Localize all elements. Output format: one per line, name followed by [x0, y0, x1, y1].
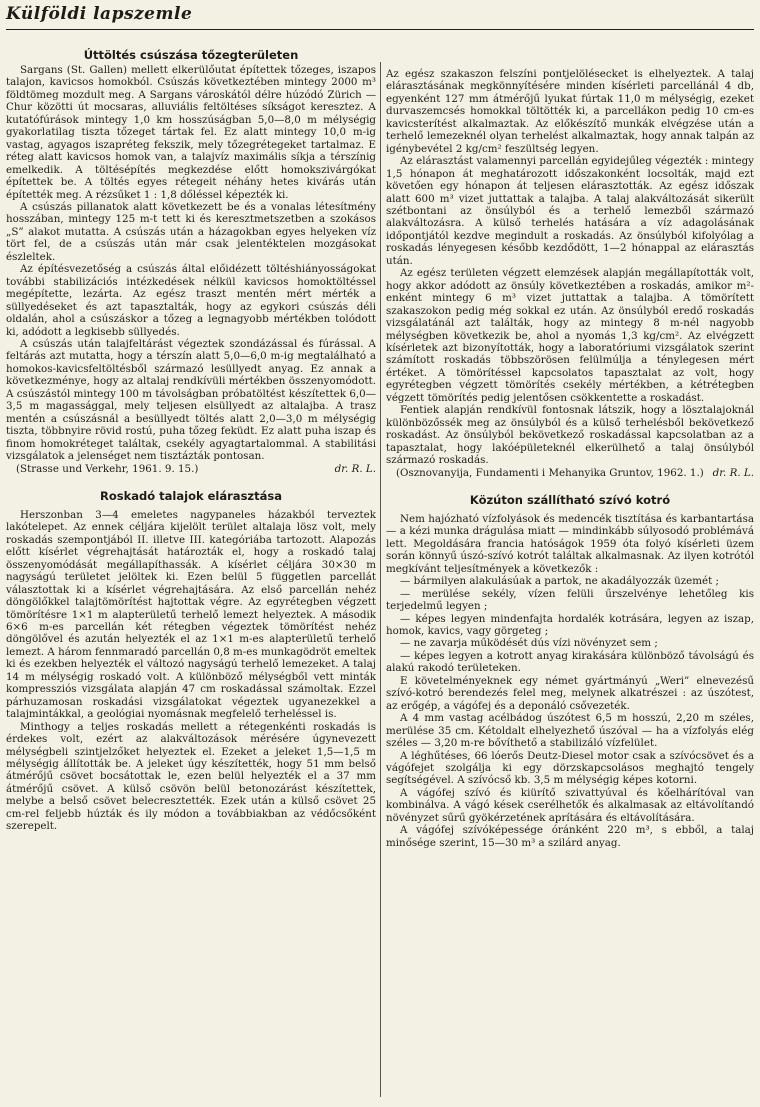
article-source: [16, 463, 376, 475]
paragraph: A csúszás után talajfeltárást végeztek szondázással és fúrással. A feltárás azt mutatta, hogy a térszín alatt 5,0—6,0 m-ig megtalálható a homokos-kavicsfeltöltésből származó lesüllyedt anyag. Ez annak a következménye, hogy az altalaj rendkívüli mértékben összenyomódott. A csúszástól mintegy 100 m távolságban próbatöltést készítettek 6,0—3,5 m magassággal, mely teljesen elsüllyedt az altalajba. A trasz mentén a csúszásnál a besüllyedt töltés alatt 2,0—3,0 m mélységig tiszta, többnyire rövid rostú, puha tőzeg feküdt. Ez alatt puha iszap és finom homokréteget találtak, csekély agyagtartalommal. A stabilitási vizsgálatok a jelenséget nem tisztázták pontosan.: [6, 337, 376, 463]
right-column: [386, 68, 754, 1101]
paragraph: A vágófej szívóképessége óránként 220 m³, s ebből, a talaj minősége szerint, 15—30 m³ a szilárd anyag.: [386, 824, 754, 849]
author-initials: dr. R. L.: [334, 462, 376, 475]
list-item: — merülése sekély, vízen felüli űrszelvénye lehetőleg kis terjedelmű legyen ;: [386, 587, 754, 613]
article-title-kotro: Közúton szállítható szívó kotró: [469, 492, 671, 507]
paragraph: A vágófej szívó és kiürítő szivattyúval és kőelhárítóval van kombinálva. A vágó kések cserélhetők és alkalmasak az eltávolítandó növényzet sűrű gyökérzetének aprítására és eltávolítására.: [386, 786, 754, 824]
paragraph: E követelményeknek egy német gyártmányú „Weri” elnevezésű szívó-kotró berendezés felel meg, melynek alkatrészei : az úszótest, az erőgép, a vágófej és a deponáló csővezeték.: [386, 674, 754, 712]
paragraph: Az építésvezetőség a csúszás által előidézett töltéshiányosságokat további stabilizációs intézkedések nélkül kavicsos homoktöltéssel megépítette, lezárta. Az egész traszt mentén mért mérték a süllyedéseket és azt tapasztalták, hogy az egykori csúszás déli oldalán, ahol a csúszáskor a tőzeg a legnagyobb mértékben tolódott ki, adódott a legkisebb süllyedés.: [6, 263, 376, 338]
article-source: [396, 467, 754, 479]
paragraph: A csúszás pillanatok alatt következett be és a vonalas létesítmény hosszában, mintegy 125 m-t tett ki és keresztmetszetben a szokásos „S” alakot mutatta. A csúszás után a házagokban egyes helyeken víz tört fel, de a csúszás után már csak jelentéktelen mozgásokat észleltek.: [6, 200, 376, 263]
paragraph: A léghűtéses, 66 lóerős Deutz-Diesel motor csak a szívócsövet és a vágófejet szolgálja ki egy dörzskapcsolásos meghajtó tengely segítségével. A szívócső kb. 3,5 m mélységig képes kotorni.: [386, 749, 754, 787]
source-citation: (Osznovanyija, Fundamenti i Mehanyika Gruntov, 1962. 1.): [396, 466, 704, 479]
paragraph: Az egész szakaszon felszíni pontjelölésecket is elhelyeztek. A talaj elárasztásának megkönnyítésére minden kísérleti parcellánál 4 db, egyenként 127 mm átmérőjű lyukat fúrtak 11,0 m mélységig, ezeket durvaszemcsés homokkal töltötték ki, a parcellákon pedig 10 cm-es kavicsterítést alkalmaztak. Az előkészítő munkák elvégzése után a terhelő lemezeknél olyan terhelést alkalmaztak, hogy annak talpán az igénybevétel 2 kg/cm² feszültség legyen.: [386, 68, 754, 155]
paragraph: Nem hajózható vízfolyások és medencék tisztítása és karbantartása — a kézi munka drágulása miatt — mindinkább súlyosodó problémává lett. Megoldására francia hatóságok 1959 óta folyó kísérleti üzem során könnyű úszó-szívó kotrót találtak alkalmasnak. Az ilyen kotrótól megkívánt teljesítmények a következők :: [386, 512, 754, 575]
paragraph: Minthogy a teljes roskadás mellett a rétegenkénti roskadás is érdekes volt, ezért az alakváltozások mérésére úgynevezett mélységbeli szintjelzőket helyeztek el. Ezeket a jeleket 1,5—1,5 m mélységig állították be. A jeleket úgy készítették, hogy 51 mm belső átmérőjű csövet bocsátottak le, ezen belül helyezték el a 37 mm átmérőjű csövet. A külső csövön belül betonozárást készítettek, melybe a belső csövet belecresztették. Ezek után a külső csövet 25 cm-rel feljebb húzták és ily módon a továbbiakban az védőcsőként szerepelt.: [6, 720, 376, 833]
article-title-roskado: Roskadó talajok elárasztása: [100, 488, 282, 503]
paragraph: Az elárasztást valamennyi parcellán egyidejűleg végezték : mintegy 1,5 hónapon át meghatározott időszakonként locsolták, majd ezt követően egy hónapon át teljesen elárasztották. Az egész időszak alatt 600 m³ vizet juttattak a talajba. A talaj alakváltozását sikerült szétbontani az önsúlyból és a terhelő lemezből származó alakváltozásra. A külső terhelés hatására a víz adagolásának időpontjától kezdve megindult a roskadás. Az önsúlyból kifolyólag a roskadás lényegesen később kezdődött, 1—2 hónappal az elárasztás után.: [386, 155, 754, 267]
paragraph: Sargans (St. Gallen) mellett elkerülőutat építettek tőzeges, iszapos talajon, kavicsos homokból. Csúszás következtében mintegy 2000 m³ földtömeg mozdult meg. A Sargans városkától délre húzódó Zürich — Chur közötti út mocsaras, alluviális feltöltéses síkságot keresztez. A kutatófúrások mintegy 1,0 km hosszúságban 5,0—8,0 m mélységig gyakorlatilag tiszta tőzeget tártak fel. Ez alatt mintegy 10,0 m-ig vastag, agyagos iszapréteg fekszik, mely tőzegrétegeket tartalmaz. E réteg alatt kavicsos homok van, a talajvíz maximális síkja a térszínig emelkedik. A töltésépítés megkezdése előtt homokszivárgókat építettek be. A töltés egyes rétegeit néhány hetes kivárás után építették meg. A rézsűket 1 : 1,8 dőléssel képezték ki.: [6, 64, 376, 201]
list-item: — bármilyen alakulásúak a partok, ne akadályozzák üzemét ;: [400, 575, 719, 588]
source-citation: (Strasse und Verkehr, 1961. 9. 15.): [16, 462, 199, 475]
list-item: — képes legyen mindenfajta hordalék kotrására, legyen az iszap, homok, kavics, vagy görgeteg ;: [386, 612, 754, 638]
paragraph: Az egész területen végzett elemzések alapján megállapították volt, hogy akkor adódott az önsúly következtében a roskadás, amikor m²-enként mintegy 6 m³ vizet juttattak a talajba. A tömörített szakaszokon pedig még sokkal ez után. Az önsúlyból eredő roskadás vizsgálatánál azt találták, hogy az mintegy 8 m-nél nagyobb mélységben következik be, ahol a nyomás 1,3 kg/cm². Az elvégzett kísérletek azt bizonyították, hogy a laboratóriumi vizsgálatok szerint számított roskadás többszörösen felülmúlja a ténylegesen mért értéket. A tömörítéssel kapcsolatos tapasztalat az volt, hogy egyrétegben végzett tömörítés csekély mértékben, a kétrétegben végzett tömörítés pedig jelentősen csökkentette a roskadást.: [386, 267, 754, 404]
paragraph: Fentiek alapján rendkívül fontosnak látszik, hogy a lösztalajoknál különbözőssék meg az önsúlyból és a külső terhelésből bekövetkező roskadást. Az önsúlyból bekövetkező roskadással kapcsolatban az a tapasztalat, hogy lakóépületeknél elkerülhető a talaj önsúlyból származó roskadás.: [386, 404, 754, 467]
author-initials: dr. R. L.: [712, 466, 754, 479]
column-divider: [380, 62, 381, 1097]
paragraph: A 4 mm vastag acélbádog úszótest 6,5 m hosszú, 2,20 m széles, merülése 35 cm. Kétoldalt elhelyezhető úszóval — ha a vízfolyás elég széles — 3,20 m-re bővíthető a stabilizáló vízfelület.: [386, 712, 754, 750]
page-header: [6, 4, 754, 30]
list-item: — ne zavarja működését dús vízi növényzet sem ;: [400, 637, 658, 650]
left-column: [6, 48, 376, 1101]
list-item: — képes legyen a kotrott anyag kirakására különböző távolságú és alakú rakodó területeken.: [386, 649, 754, 675]
header-rule: [6, 29, 754, 30]
section-title: Külföldi lapszemle: [6, 4, 193, 24]
paragraph: Herszonban 3—4 emeletes nagypaneles házakból terveztek lakótelepet. Az ennek céljára kijelölt terület altalaja lösz volt, mely roskadás szempontjából II. illetve III. kategóriába tartozott. Alapozás előtt kísérlet végrehajtását határozták el, hogy a roskadó talaj összenyomódását megállapíthassák. A kísérlet céljára 30×30 m nagyságú területet jelöltek ki. Ezen belül 5 független parcellát választottak ki a kísérlet végrehajtására. Az első parcellán nehéz döngölőkkel talajtömörítést hajtottak végre. Az egyrétegben végzett tömörítésre 1×1 m alapterületű terhelő lemezt helyeztek. A második 6×6 m-es parcellán két rétegben végeztek tömörítést nehéz döngölővel és azután helyezték el az 1×1 m-es alapterületű terhelő lemezt. A három fennmaradó parcellán 0,8 m-es munkagödröt emeltek ki és ezekben helyezték el változó nagyságú terhelő lemezeket. A talaj 14 m mélységig roskadó volt. A különböző mélységből vett minták kompressziós vizsgálata alapján 47 cm roskadással számoltak. Ezzel párhuzamosan roskadási vizsgálatokat végeztek ugyanezekkel a talajmintákkal, a geológiai nyomásnak megfelelő terheléssel is.: [6, 508, 376, 721]
article-title-tozeg: Úttöltés csúszása tőzegterületen: [83, 48, 299, 62]
